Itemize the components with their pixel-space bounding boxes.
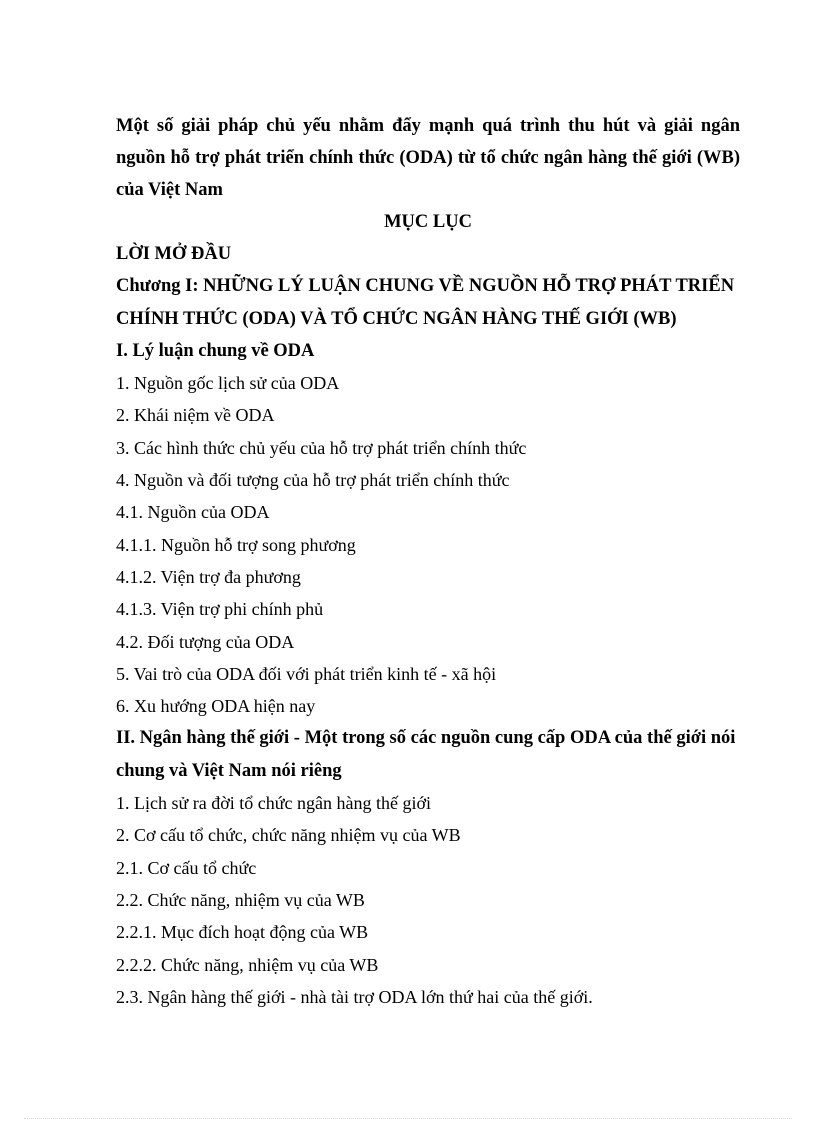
toc-entry: Chương I: NHỮNG LÝ LUẬN CHUNG VỀ NGUỒN HỖ TRỢ PHÁT TRIỂN CHÍNH THỨC (ODA) VÀ TỔ CHỨC NGÂN HÀNG THẾ GIỚI (WB) bbox=[116, 276, 735, 329]
toc-entry: 2. Khái niệm về ODA bbox=[116, 405, 275, 426]
toc-entry: 1. Lịch sử ra đời tổ chức ngân hàng thế giới bbox=[116, 793, 431, 814]
toc-entry: 1. Nguồn gốc lịch sử của ODA bbox=[116, 373, 340, 394]
toc-entry: 2.2.1. Mục đích hoạt động của WB bbox=[116, 922, 369, 943]
page-bottom-divider bbox=[24, 1118, 792, 1119]
toc-entry: 2.2. Chức năng, nhiệm vụ của WB bbox=[116, 889, 365, 910]
toc-entry: 2.2.2. Chức năng, nhiệm vụ của WB bbox=[116, 954, 379, 975]
toc-entry: 2.3. Ngân hàng thế giới - nhà tài trợ ODA lớn thứ hai của thế giới. bbox=[116, 986, 593, 1007]
toc-entry: I. Lý luận chung về ODA bbox=[116, 340, 315, 361]
document-title: Một số giải pháp chủ yếu nhằm đẩy mạnh quá trình thu hút và giải ngân nguồn hỗ trợ phát triển chính thức (ODA) từ tổ chức ngân hàng thế giới (WB) của Việt Nam bbox=[116, 116, 740, 200]
toc-entry: 6. Xu hướng ODA hiện nay bbox=[116, 696, 316, 717]
toc-entry: II. Ngân hàng thế giới - Một trong số các nguồn cung cấp ODA của thế giới nói chung và Việt Nam nói riêng bbox=[116, 728, 736, 781]
toc-entry: 5. Vai trò của ODA đối với phát triển kinh tế - xã hội bbox=[116, 663, 497, 684]
toc-entry: 4.1.3. Viện trợ phi chính phủ bbox=[116, 599, 324, 620]
toc-entry: 4. Nguồn và đối tượng của hỗ trợ phát triển chính thức bbox=[116, 470, 510, 491]
toc-entry: LỜI MỞ ĐẦU bbox=[116, 244, 232, 264]
toc-entry: 4.1. Nguồn của ODA bbox=[116, 502, 270, 523]
toc-entry: 2. Cơ cấu tổ chức, chức năng nhiệm vụ của WB bbox=[116, 825, 461, 846]
toc-entry: 4.2. Đối tượng của ODA bbox=[116, 631, 295, 652]
document-page bbox=[116, 110, 740, 1013]
toc-entry: 4.1.2. Viện trợ đa phương bbox=[116, 566, 301, 587]
toc-entry: 2.1. Cơ cấu tổ chức bbox=[116, 857, 257, 878]
toc-entry: 4.1.1. Nguồn hỗ trợ song phương bbox=[116, 534, 356, 555]
toc-heading: MỤC LỤC bbox=[384, 212, 472, 232]
toc-entry: 3. Các hình thức chủ yếu của hỗ trợ phát triển chính thức bbox=[116, 437, 527, 458]
